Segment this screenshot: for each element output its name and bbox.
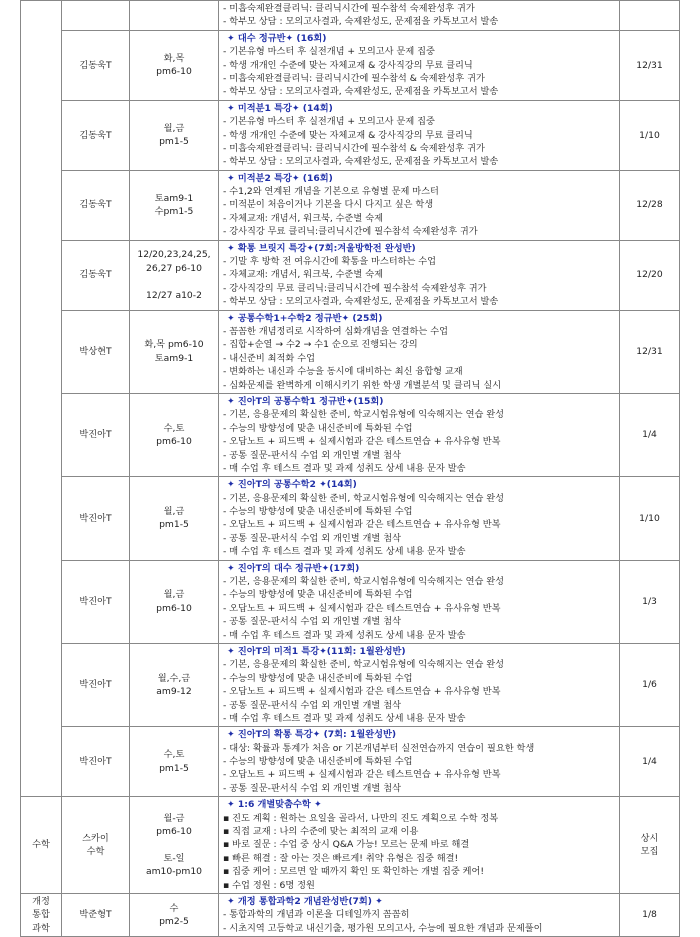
course-description [219,643,620,726]
course-detail-line: - 학부모 상담 : 모의고사결과, 숙제완성도, 문제점을 카톡보고서 발송 [223,156,499,168]
course-title: ✦ 진아T의 공통수학2 ✦(14회) [227,479,357,491]
course-title: ✦ 개정 통합과학2 개념완성반(7회) ✦ [227,896,383,907]
course-detail-line: - 미적분이 처음이거나 기본을 다시 다지고 싶은 학생 [223,199,434,211]
course-detail-line: - 공통 질문-판서식 수업 외 개인별 개별 첨삭 [223,449,401,461]
table-row [21,100,680,170]
course-title: ✦ 공통수학1+수학2 정규반✦ (25회) [227,312,383,324]
start-date-cell [620,1,680,31]
table-row [21,240,680,310]
course-detail-line: - 공통 질문-판서식 수업 외 개인별 개별 첨삭 [223,532,401,544]
course-detail-line: - 학부모 상담 : 모의고사결과, 숙제완성도, 문제점을 카톡보고서 발송 [223,16,499,28]
table-row [21,310,680,393]
start-date-cell: 12/31 [620,310,680,393]
course-detail-line: - 수능의 방향성에 맞춘 내신준비에 특화된 수업 [223,506,413,518]
course-detail-line: - 기본유형 마스터 후 실전개념 + 모의고사 문제 집중 [223,46,435,58]
time-cell: 월,금 pm1-5 [130,100,219,170]
course-detail-line: - 수1,2와 연계된 개념을 기본으로 유형별 문제 마스터 [223,186,439,198]
time-cell: 월,금 pm6-10 [130,560,219,643]
course-detail-line: - 학부모 상담 : 모의고사결과, 숙제완성도, 문제점을 카톡보고서 발송 [223,296,499,308]
start-date-cell: 1/10 [620,477,680,560]
start-date-cell: 1/3 [620,560,680,643]
course-description [219,30,620,100]
course-detail-line: - 자체교재: 개념서, 워크북, 수준별 숙제 [223,269,383,281]
course-detail-line: - 수능의 방향성에 맞춘 내신준비에 특화된 수업 [223,589,413,601]
course-detail-line: - 오답노트 + 피드백 + 실제시험과 같은 테스트연습 + 유사유형 반복 [223,686,501,698]
course-detail-line: - 기본, 응용문제의 확실한 준비, 학교시험유형에 익숙해지는 연습 완성 [223,492,505,504]
teacher-cell [62,1,130,31]
teacher-cell: 김동욱T [62,30,130,100]
table-row [21,560,680,643]
course-detail-line: ▪ 빠른 해결 : 잘 아는 것은 빠르게! 취약 유형은 집중 해결! [223,852,459,864]
teacher-cell: 스카이 수학 [62,797,130,894]
start-date-cell: 1/10 [620,100,680,170]
start-date-cell: 1/4 [620,393,680,476]
time-cell: 월,금 pm1-5 [130,477,219,560]
course-detail-line: - 공통 질문-판서식 수업 외 개인별 개별 첨삭 [223,699,401,711]
course-detail-line: - 기본, 응용문제의 확실한 준비, 학교시험유형에 익숙해지는 연습 완성 [223,576,505,588]
course-detail-line: - 미흡숙제완결클리닉: 클리닉시간에 필수참석 숙제완성후 귀가 [223,3,475,14]
course-title: ✦ 확통 브릿지 특강✦(7회:겨울방학전 완성반) [227,242,416,254]
time-cell: 화,목 pm6-10 토am9-1 [130,310,219,393]
schedule-table [20,0,680,937]
course-detail-line: - 매 수업 후 테스트 결과 및 과제 성취도 상세 내용 문자 발송 [223,712,466,724]
subject-cell: 수학 [21,797,62,894]
teacher-cell: 박진아T [62,393,130,476]
course-detail-line: - 통합과학의 개념과 이론을 디테일까지 꼼꼼히 [223,909,410,921]
course-detail-line: - 학생 개개인 수준에 맞는 자체교재 & 강사직강의 무료 클리닉 [223,129,473,141]
course-description [219,797,620,894]
teacher-cell: 박진아T [62,643,130,726]
course-detail-line: - 오답노트 + 피드백 + 실제시험과 같은 테스트연습 + 유사유형 반복 [223,769,501,781]
teacher-cell: 김동욱T [62,170,130,240]
course-detail-line: - 공통 질문-판서식 수업 외 개인별 개별 첨삭 [223,616,401,628]
teacher-cell: 박상현T [62,310,130,393]
course-detail-line: - 수능의 방향성에 맞춘 내신준비에 특화된 수업 [223,756,413,768]
course-detail-line: - 오답노트 + 피드백 + 실제시험과 같은 테스트연습 + 유사유형 반복 [223,602,501,614]
table-row [21,727,680,797]
teacher-cell: 박진아T [62,727,130,797]
course-detail-line: ▪ 수업 정원 : 6명 정원 [223,879,315,891]
start-date-cell: 1/8 [620,894,680,937]
course-title: ✦ 진아T의 공통수학1 정규반✦(15회) [227,395,384,407]
course-description [219,393,620,476]
course-detail-line: - 학생 개개인 수준에 맞는 자체교재 & 강사직강의 무료 클리닉 [223,59,473,71]
course-description [219,170,620,240]
course-detail-line: ▪ 집중 케어 : 모르면 알 때까지 확인 또 확인하는 개별 집중 케어! [223,866,485,878]
course-description [219,727,620,797]
course-detail-line: - 대상: 확률과 통계가 처음 or 기본개념부터 실전연습까지 연습이 필요한 학생 [223,742,535,754]
time-cell: 월-금 pm6-10 토-일 am10-pm10 [130,797,219,894]
time-cell: 12/20,23,24,25, 26,27 p6-10 12/27 a10-2 [130,240,219,310]
course-description [219,894,620,937]
start-date-cell: 12/28 [620,170,680,240]
course-detail-line: - 기말 후 방학 전 여유시간에 확통을 마스터하는 수업 [223,256,437,268]
time-cell: 토am9-1 수pm1-5 [130,170,219,240]
course-detail-line: - 강사직강의 무료 클리닉:클리닉시간에 필수참석 숙제완성후 귀가 [223,282,487,294]
course-detail-line: - 매 수업 후 테스트 결과 및 과제 성취도 상세 내용 문자 발송 [223,462,466,474]
course-title: ✦ 미적분2 특강✦ (16회) [227,172,333,184]
start-date-cell: 1/6 [620,643,680,726]
time-cell: 수 pm2-5 [130,894,219,937]
time-cell: 수,토 pm6-10 [130,393,219,476]
course-title: ✦ 1:6 개별맞춤수학 ✦ [227,799,322,811]
course-detail-line: - 기본, 응용문제의 확실한 준비, 학교시험유형에 익숙해지는 연습 완성 [223,409,505,421]
course-description [219,477,620,560]
start-date-cell: 12/20 [620,240,680,310]
course-description [219,1,620,31]
course-detail-line: - 집합+순열 → 수2 → 수1 순으로 진행되는 강의 [223,339,418,351]
course-detail-line: - 미흡숙제완결클리닉: 클리닉시간에 필수참석 & 숙제완성후 귀가 [223,142,485,154]
course-detail-line: - 미흡숙제완결클리닉: 클리닉시간에 필수참석 & 숙제완성후 귀가 [223,72,485,84]
time-cell: 월,수,금 am9-12 [130,643,219,726]
start-date-cell: 12/31 [620,30,680,100]
course-detail-line: - 학부모 상담 : 모의고사결과, 숙제완성도, 문제점을 카톡보고서 발송 [223,86,499,98]
course-detail-line: - 수능의 방향성에 맞춘 내신준비에 특화된 수업 [223,422,413,434]
time-cell: 수,토 pm1-5 [130,727,219,797]
course-description [219,560,620,643]
table-row [21,797,680,894]
course-detail-line: - 시초지역 고등학교 내신기출, 평가원 모의고사, 수능에 필요한 개념과 문제풀이 [223,922,543,934]
table-row [21,393,680,476]
course-description [219,240,620,310]
table-row [21,1,680,31]
table-row [21,894,680,937]
course-detail-line: - 오답노트 + 피드백 + 실제시험과 같은 테스트연습 + 유사유형 반복 [223,519,501,531]
course-title: ✦ 진아T의 확통 특강✦ (7회: 1월완성반) [227,729,397,741]
start-date-cell: 상시 모집 [620,797,680,894]
course-description [219,310,620,393]
time-cell: 화,목 pm6-10 [130,30,219,100]
course-title: ✦ 진아T의 미적1 특강✦(11회: 1월완성반) [227,645,406,657]
course-detail-line: - 매 수업 후 테스트 결과 및 과제 성취도 상세 내용 문자 발송 [223,546,466,558]
course-title: ✦ 미적분1 특강✦ (14회) [227,102,333,114]
teacher-cell: 김동욱T [62,100,130,170]
table-row [21,477,680,560]
course-detail-line: - 내신준비 최적화 수업 [223,352,315,364]
course-detail-line: - 매 수업 후 테스트 결과 및 과제 성취도 상세 내용 문자 발송 [223,629,466,641]
teacher-cell: 박진아T [62,477,130,560]
course-title: ✦ 진아T의 대수 정규반✦(17회) [227,562,360,574]
course-detail-line: - 꼼꼼한 개념정리로 시작하여 심화개념을 연결하는 수업 [223,325,448,337]
course-detail-line: - 기본, 응용문제의 확실한 준비, 학교시험유형에 익숙해지는 연습 완성 [223,659,505,671]
subject-cell: 개정 통합 과학 [21,894,62,937]
course-description [219,100,620,170]
subject-cell [21,1,62,797]
table-row [21,643,680,726]
course-detail-line: - 자체교재: 개념서, 워크북, 수준별 숙제 [223,212,383,224]
teacher-cell: 박준형T [62,894,130,937]
course-detail-line: - 강사직강 무료 클리닉:클리닉시간에 필수참석 숙제완성후 귀가 [223,226,478,238]
teacher-cell: 김동욱T [62,240,130,310]
course-detail-line: ▪ 바로 질문 : 수업 중 상시 Q&A 가능! 모르는 문제 바로 해결 [223,839,470,851]
course-detail-line: - 기본유형 마스터 후 실전개념 + 모의고사 문제 집중 [223,116,435,128]
start-date-cell: 1/4 [620,727,680,797]
table-row [21,30,680,100]
table-row [21,170,680,240]
course-detail-line: - 변화하는 내신과 수능을 동시에 대비하는 최신 융합형 교재 [223,366,463,378]
course-detail-line: ▪ 진도 계획 : 원하는 요일을 골라서, 나만의 진도 계획으로 수학 정복 [223,812,499,824]
course-detail-line: ▪ 직접 교재 : 나의 수준에 맞는 최적의 교재 이용 [223,826,419,838]
course-detail-line: - 오답노트 + 피드백 + 실제시험과 같은 테스트연습 + 유사유형 반복 [223,436,501,448]
course-detail-line: - 심화문제를 완벽하게 이해시키기 위한 학생 개별분석 및 클리닉 실시 [223,379,502,391]
course-title: ✦ 대수 정규반✦ (16회) [227,32,327,44]
time-cell [130,1,219,31]
course-detail-line: - 수능의 방향성에 맞춘 내신준비에 특화된 수업 [223,672,413,684]
course-detail-line: - 공통 질문-판서식 수업 외 개인별 개별 첨삭 [223,782,401,794]
teacher-cell: 박진아T [62,560,130,643]
